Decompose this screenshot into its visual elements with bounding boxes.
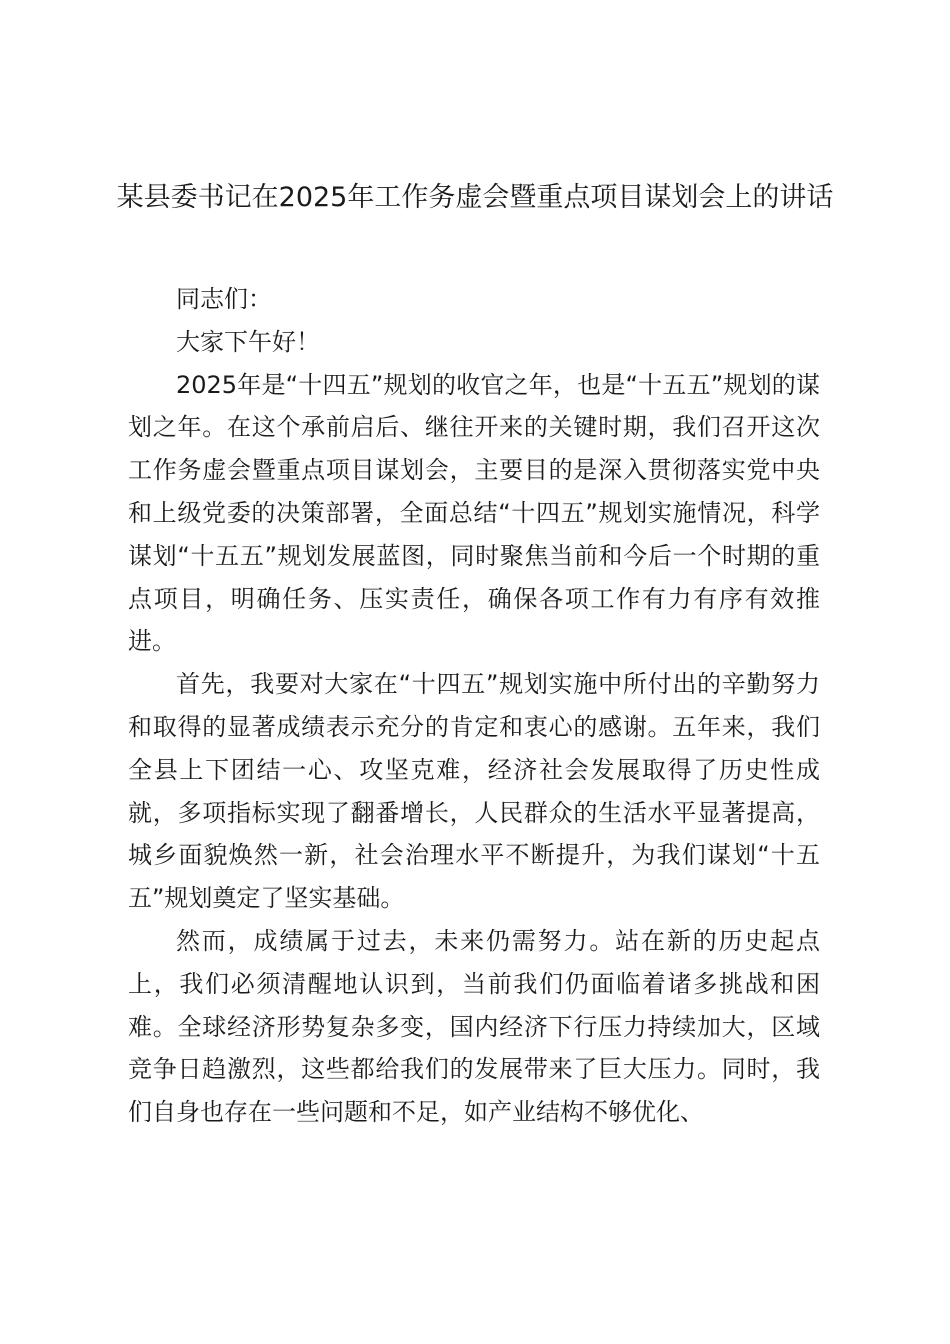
body-paragraph: 然而，成绩属于过去，未来仍需努力。站在新的历史起点上，我们必须清醒地认识到，当前我们仍面临着诸多挑战和困难。全球经济形势复杂多变，国内经济下行压力持续加大，区域竞争日趋激烈，这些都给我们的发展带来了巨大压力。同时，我们自身也存在一些问题和不足，如产业结构不够优化、 [128,926,820,1127]
body-paragraph: 2025年是“十四五”规划的收官之年，也是“十五五”规划的谋划之年。在这个承前启后、继往开来的关键时期，我们召开这次工作务虚会暨重点项目谋划会，主要目的是深入贯彻落实党中央和上级党委的决策部署，全面总结“十四五”规划实施情况，科学谋划“十五五”规划发展蓝图，同时聚焦当前和今后一个时期的重点项目，明确任务、压实责任，确保各项工作有力有序有效推进。 [128,370,820,656]
document-body [128,278,820,1134]
greeting: 大家下午好！ [176,327,320,356]
document-title: 某县委书记在2025年工作务虚会暨重点项目谋划会上的讲话 [116,182,834,213]
body-paragraph: 首先，我要对大家在“十四五”规划实施中所付出的辛勤努力和取得的显著成绩表示充分的肯定和衷心的感谢。五年来，我们全县上下团结一心、攻坚克难，经济社会发展取得了历史性成就，多项指标实现了翻番增长，人民群众的生活水平显著提高，城乡面貌焕然一新，社会治理水平不断提升，为我们谋划“十五五”规划奠定了坚实基础。 [128,670,820,913]
salutation: 同志们： [176,285,272,313]
